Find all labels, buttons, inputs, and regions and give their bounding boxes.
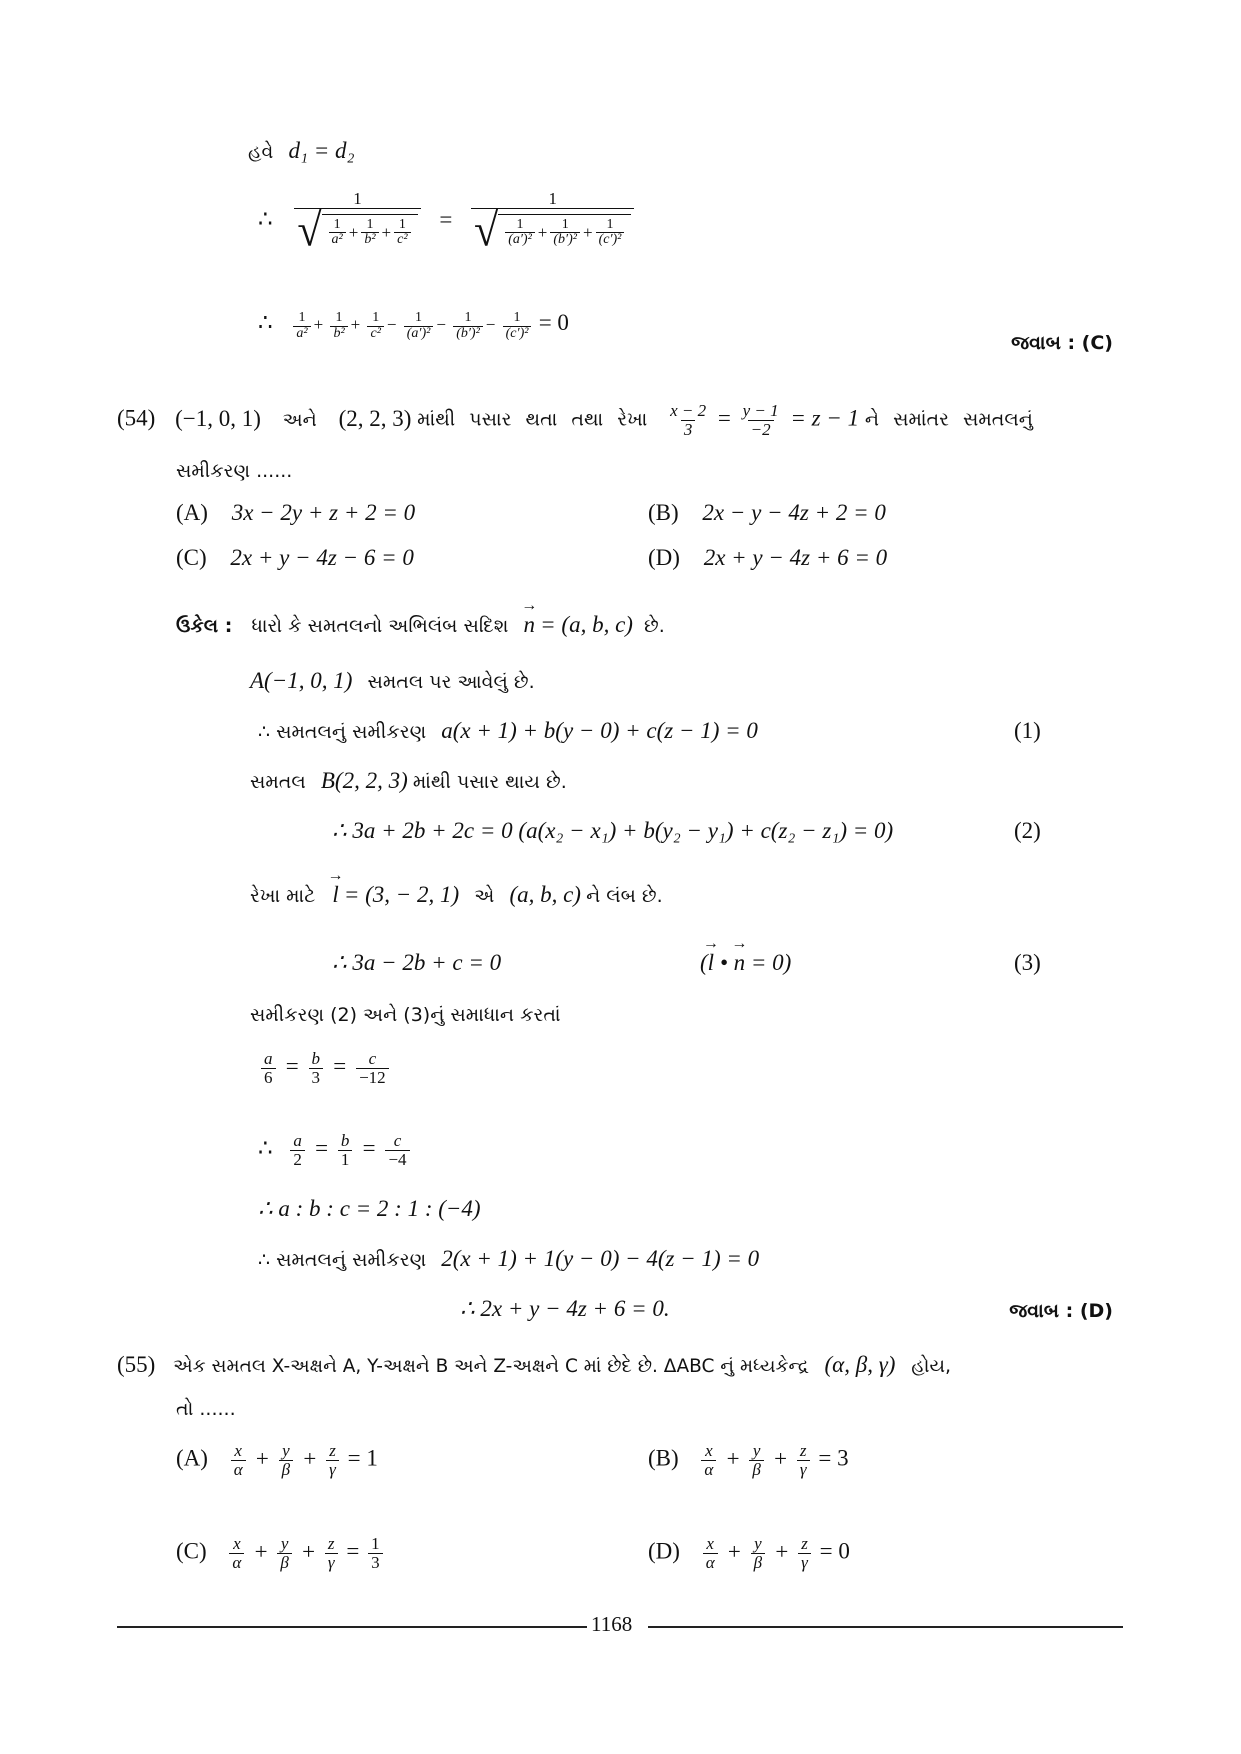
q54-point2: (2, 2, 3) xyxy=(338,405,412,431)
q55-option-b: (B) $\frac{x}{\alpha}$ + $\frac{y}{\beta}$ + $\frac{z}{\gamma}$ = 3 xyxy=(648,1441,849,1479)
q55-option-a: (A) $\frac{x}{\alpha}$ + $\frac{y}{\beta}$ + $\frac{z}{\gamma}$ = 1 xyxy=(176,1441,378,1479)
sol54-line2: A(−1, 0, 1) સમતલ પર આવેલું છે. xyxy=(250,668,535,693)
sol54-line9: ∴ સમતલનું સમીકરણ 2(x + 1) + 1(y − 0) − 4(z − 1) = 0 xyxy=(258,1246,760,1271)
q54-option-d: (D) 2x + y − 4z + 6 = 0 xyxy=(648,545,888,570)
equation-number-2: (2) xyxy=(1014,818,1041,843)
d1-equals-d2: d₁ = d₂ xyxy=(288,138,355,163)
therefore-sign: ∴ xyxy=(258,310,273,335)
q55-option-c: (C) $\frac{x}{\alpha}$ + $\frac{y}{\beta}$ + $\frac{z}{\gamma}$ = $\frac{1}{3}$ xyxy=(176,1535,386,1572)
intro-text: હવે xyxy=(248,141,274,163)
sol54-line5: ∴ 3a + 2b + 2c = 0 (a(x₂ − x₁) + b(y₂ − y₁) + c(z₂ − z₁) = 0) xyxy=(332,818,894,843)
equals-zero: = 0 xyxy=(538,310,569,335)
equation-number-3: (3) xyxy=(1014,950,1041,975)
dot-product-note: (→ l • → n = 0) xyxy=(700,950,791,976)
ratio-eq-2: ∴ $\frac{a}{2}$ = $\frac{b}{1}$ = $\frac{c}{-4}$ xyxy=(258,1132,413,1169)
q54-option-b: (B) 2x − y − 4z + 2 = 0 xyxy=(648,500,886,525)
therefore-sign: ∴ xyxy=(258,206,273,232)
sol54-line6: રેખા માટે → l = (3, − 2, 1) એ (a, b, c) ને લંબ છે. xyxy=(250,882,663,908)
ratio-eq-1: $\frac{a}{6}$ = $\frac{b}{3}$ = $\frac{c}{-12}$ xyxy=(258,1050,392,1087)
answer-d: જવાબ : (D) xyxy=(1009,1300,1113,1322)
fraction-left: 1 √ $\frac{1}{\text{a²}}$ + $\frac{1}{\text{b²}}$ + $\frac{1}{\text{c²}}$ xyxy=(294,190,420,253)
q55-stem-cont: તો ...... xyxy=(176,1398,236,1420)
q54-option-a: (A) 3x − 2y + z + 2 = 0 xyxy=(176,500,416,525)
sol54-final: ∴ 2x + y − 4z + 6 = 0. xyxy=(460,1296,670,1321)
q54-number: (54) xyxy=(117,405,156,431)
ratio-abc: ∴ a : b : c = 2 : 1 : (−4) xyxy=(258,1196,481,1221)
sol54-line3: ∴ સમતલનું સમીકરણ a(x + 1) + b(y − 0) + c(z − 1) = 0 xyxy=(258,718,758,743)
line-d1-d2 xyxy=(248,138,354,164)
q54-option-c: (C) 2x + y − 4z − 6 = 0 xyxy=(176,545,414,570)
fraction-right: 1 √ $\frac{1}{\text{(a′)²}}$ + $\frac{1}{\text{(b′)²}}$ + $\frac{1}{\text{(c′)²}}$ xyxy=(471,190,634,253)
equation-number-1: (1) xyxy=(1014,718,1041,743)
answer-c: જવાબ : (C) xyxy=(1011,332,1113,354)
solution-heading: ઉકેલ : xyxy=(176,615,233,637)
equation-sum-zero: ∴ $\frac{1}{\text{a²}}$ + $\frac{1}{\text{b²}}$ + $\frac{1}{\text{c²}}$ − $\frac{1}{\text{(a′)²}}$ − $\frac{1}{\text{(b′)²}}$ − $\frac{1}{\text{(c′)²}}$ = 0 xyxy=(258,309,569,341)
page-number: 1168 xyxy=(591,1612,633,1636)
q54-stem-cont: સમીકરણ ...... xyxy=(176,460,293,482)
q55-stem: (55) એક સમતલ X-અક્ષને A, Y-અક્ષને B અને Z-અક્ષને C માં છેદે છે. ΔABC નું મધ્યકેન્દ્ર (α, β, γ) હોય, xyxy=(117,1352,952,1377)
sol54-line1: ઉકેલ : ધારો કે સમતલનો અભિલંબ સદિશ → n = (a, b, c) છે. xyxy=(176,612,665,638)
sol54-line7: ∴ 3a − 2b + c = 0 xyxy=(332,950,502,975)
q55-number: (55) xyxy=(117,1352,156,1377)
q54-stem: (54) (−1, 0, 1) અને (2, 2, 3) માંથી પસાર થતા તથા રેખા $\frac{x - 2}{3}$ = $\frac{y - 1}{-2}$ = z − 1 ને સમાંતર સમતલનું xyxy=(117,401,1033,439)
footer-rule-right xyxy=(648,1626,1123,1628)
footer-rule-left xyxy=(117,1626,587,1628)
equation-distance-equal: ∴ 1 √ $\frac{1}{\text{a²}}$ + $\frac{1}{\text{b²}}$ + $\frac{1}{\text{c²}}$ = 1 √ $\frac{1}{\text{(a′)²}}$ + $\frac{1}{\text{(b′)²}}$ + $\frac{1}{\text{(c′)²}}$ xyxy=(258,190,637,253)
q55-option-d: (D) $\frac{x}{\alpha}$ + $\frac{y}{\beta}$ + $\frac{z}{\gamma}$ = 0 xyxy=(648,1534,850,1572)
sol54-line8: સમીકરણ (2) અને (3)નું સમાધાન કરતાં xyxy=(250,1004,561,1026)
sol54-line4: સમતલ B(2, 2, 3) માંથી પસાર થાય છે. xyxy=(250,768,567,793)
q54-point1: (−1, 0, 1) xyxy=(175,405,261,431)
